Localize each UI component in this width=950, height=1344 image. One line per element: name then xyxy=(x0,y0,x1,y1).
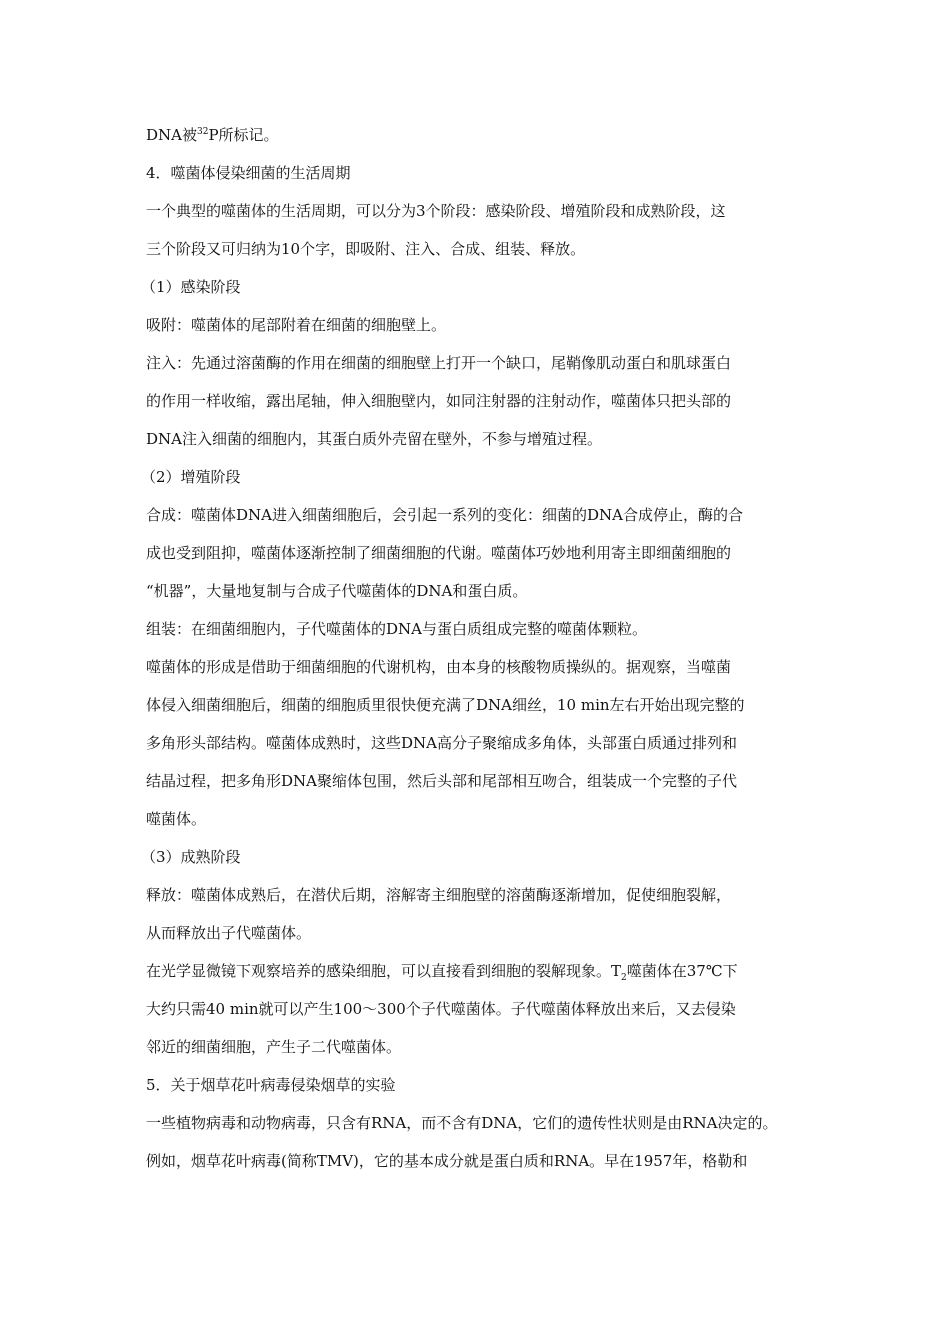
text-line-25: 邻近的细菌细胞，产生子二代噬菌体。 xyxy=(146,1038,402,1056)
section-heading-5: 5．关于烟草花叶病毒侵染烟草的实验 xyxy=(146,1076,396,1094)
text-line-23: 在光学显微镜下观察培养的感染细胞，可以直接看到细胞的裂解现象。$T_2$噬菌体在37℃下 xyxy=(146,962,738,983)
text-line-11: 合成：噬菌体DNA进入细菌细胞后，会引起一系列的变化：细菌的DNA合成停止，酶的合 xyxy=(146,506,743,524)
text-line-1: DNA被$^{32}$P所标记。 xyxy=(146,126,279,144)
text-line-7: 注入：先通过溶菌酶的作用在细菌的细胞壁上打开一个缺口，尾鞘像肌动蛋白和肌球蛋白 xyxy=(146,354,732,372)
text-line-15: 噬菌体的形成是借助于细菌细胞的代谢机构，由本身的核酸物质操纵的。据观察，当噬菌 xyxy=(146,658,732,676)
text-line-3: 一个典型的噬菌体的生活周期，可以分为3个阶段：感染阶段、增殖阶段和成熟阶段，这 xyxy=(146,202,726,220)
superscript-32: 32 xyxy=(196,127,209,137)
text-line-6: 吸附：噬菌体的尾部附着在细菌的细胞壁上。 xyxy=(146,316,447,334)
text-line-27: 一些植物病毒和动物病毒，只含有RNA，而不含有DNA，它们的遗传性状则是由RNA决定的。 xyxy=(146,1114,778,1132)
text-line-28: 例如，烟草花叶病毒(简称TMV)，它的基本成分就是蛋白质和RNA。早在1957年，格勒和 xyxy=(146,1152,748,1170)
text-line-19: 噬菌体。 xyxy=(146,810,207,828)
text-line-18: 结晶过程，把多角形DNA聚缩体包围，然后头部和尾部相互吻合，组装成一个完整的子代 xyxy=(146,772,737,790)
text-line-16: 体侵入细菌细胞后，细菌的细胞质里很快便充满了DNA细丝，10 min左右开始出现完整的 xyxy=(146,696,745,714)
text-line-4: 三个阶段又可归纳为10个字，即吸附、注入、合成、组装、释放。 xyxy=(146,240,586,258)
text-line-22: 从而释放出子代噬菌体。 xyxy=(146,924,312,942)
text-line-14: 组装：在细菌细胞内，子代噬菌体的DNA与蛋白质组成完整的噬菌体颗粒。 xyxy=(146,620,647,638)
text-line-12: 成也受到阻抑，噬菌体逐渐控制了细菌细胞的代谢。噬菌体巧妙地利用寄主即细菌细胞的 xyxy=(146,544,732,562)
subheading-proliferation-stage: （2）增殖阶段 xyxy=(141,468,241,486)
text-line-21: 释放：噬菌体成熟后，在潜伏后期，溶解寄主细胞壁的溶菌酶逐渐增加，促使细胞裂解， xyxy=(146,886,732,904)
subscript-2: 2 xyxy=(621,973,627,983)
text-line-9: DNA注入细菌的细胞内，其蛋白质外壳留在壁外，不参与增殖过程。 xyxy=(146,430,602,448)
text-line-13: “机器”，大量地复制与合成子代噬菌体的DNA和蛋白质。 xyxy=(146,582,528,600)
subheading-maturation-stage: （3）成熟阶段 xyxy=(141,848,241,866)
text-line-17: 多角形头部结构。噬菌体成熟时，这些DNA高分子聚缩成多角体，头部蛋白质通过排列和 xyxy=(146,734,737,752)
section-heading-4: 4．噬菌体侵染细菌的生活周期 xyxy=(146,164,351,182)
text-line-8: 的作用一样收缩，露出尾轴，伸入细胞壁内，如同注射器的注射动作，噬菌体只把头部的 xyxy=(146,392,732,410)
subheading-infection-stage: （1）感染阶段 xyxy=(141,278,241,296)
text-line-24: 大约只需40 min就可以产生100～300个子代噬菌体。子代噬菌体释放出来后，又去侵染 xyxy=(146,1000,736,1018)
